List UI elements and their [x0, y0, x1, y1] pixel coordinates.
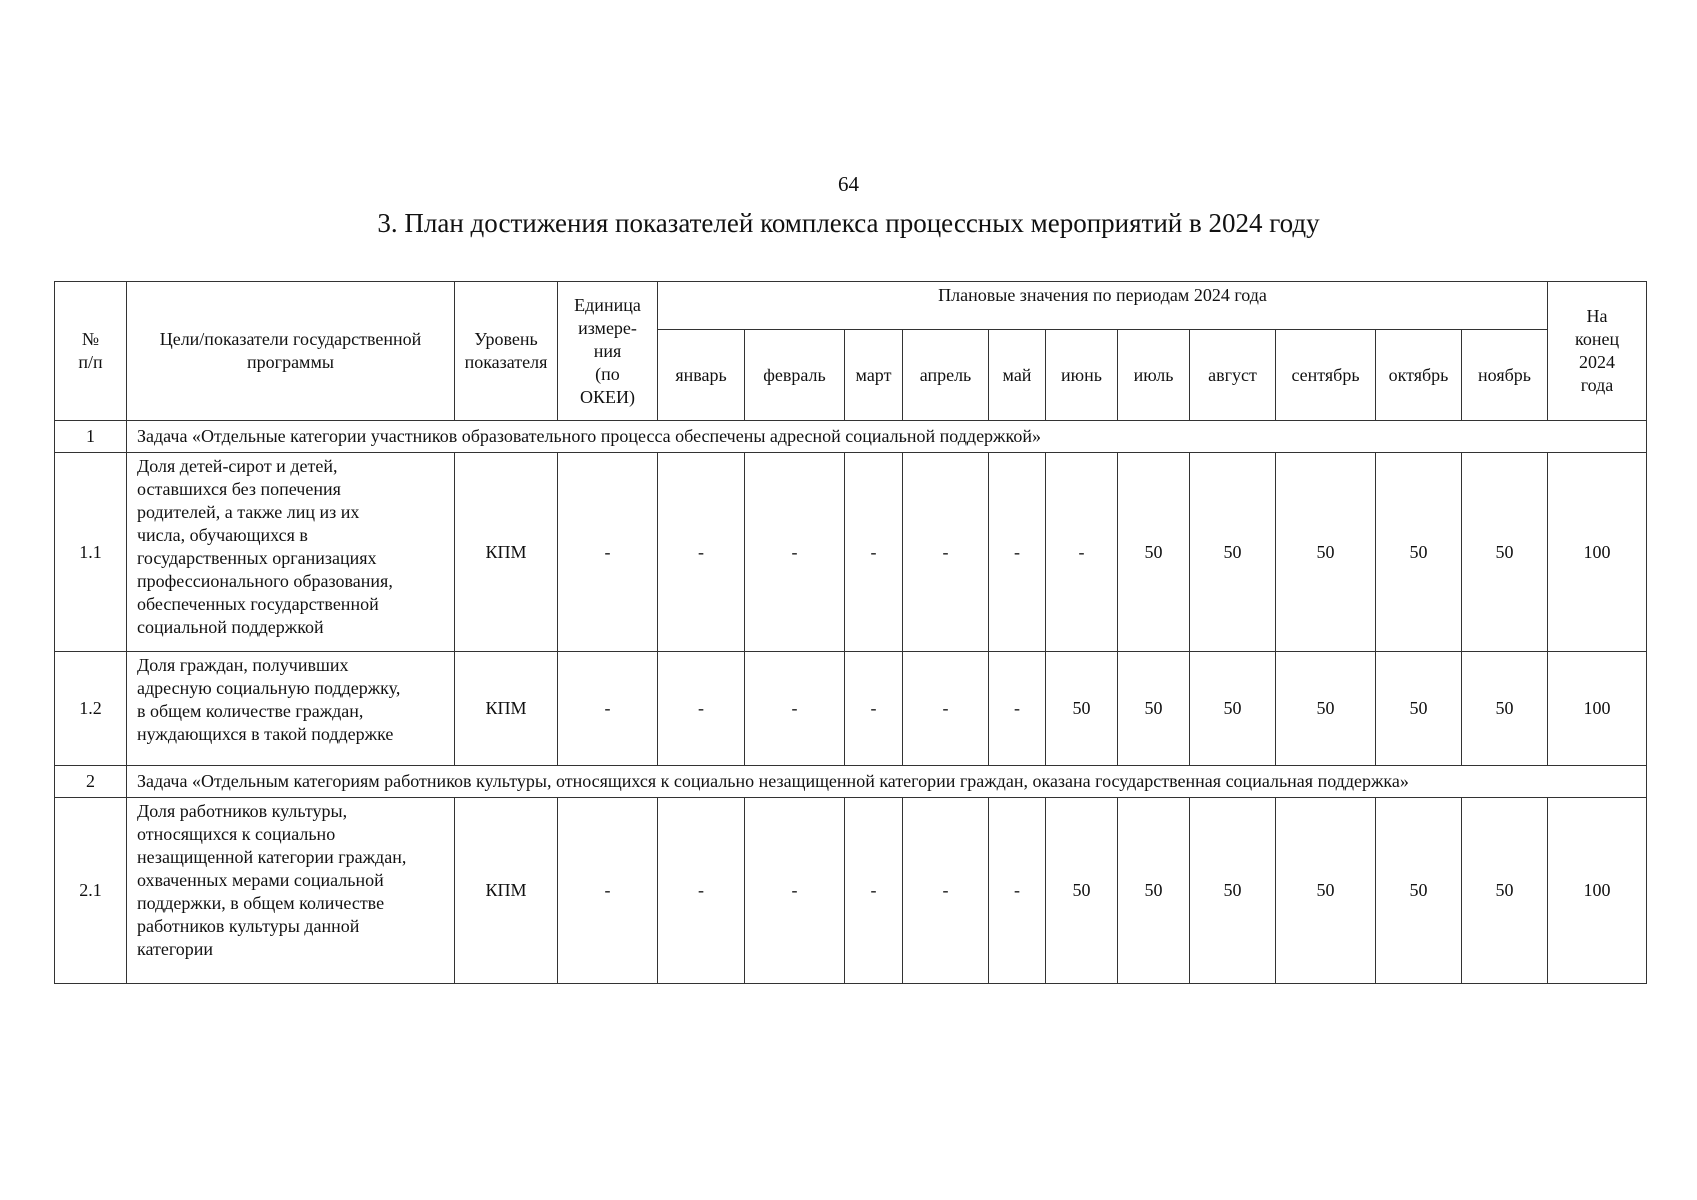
- indicator-value: -: [745, 652, 845, 766]
- task-number: 1: [55, 421, 127, 453]
- header-month: февраль: [745, 330, 845, 421]
- indicator-level: КПМ: [455, 652, 558, 766]
- indicator-value: 50: [1118, 652, 1190, 766]
- header-month: ноябрь: [1462, 330, 1548, 421]
- indicator-value: 50: [1376, 652, 1462, 766]
- indicator-value: 50: [1276, 652, 1376, 766]
- indicator-row: [55, 453, 1647, 652]
- indicator-value: -: [845, 652, 903, 766]
- header-month: апрель: [903, 330, 989, 421]
- header-month: март: [845, 330, 903, 421]
- indicator-value: 50: [1046, 652, 1118, 766]
- indicator-value: 50: [1118, 798, 1190, 984]
- indicator-value: 50: [1462, 798, 1548, 984]
- indicator-value: 50: [1376, 453, 1462, 652]
- indicator-unit: -: [558, 652, 658, 766]
- task-title: Задача «Отдельным категориям работников культуры, относящихся к социально незащищенной категории граждан, оказана государственная социальная поддержка»: [127, 766, 1647, 798]
- header-level: Уровень показателя: [455, 282, 558, 421]
- indicator-end-year: 100: [1548, 652, 1647, 766]
- indicator-value: -: [658, 453, 745, 652]
- indicator-number: 1.1: [55, 453, 127, 652]
- indicator-value: -: [903, 798, 989, 984]
- indicator-value: 50: [1118, 453, 1190, 652]
- indicator-description: Доля граждан, получивших адресную социальную поддержку, в общем количестве граждан, нуждающихся в такой поддержке: [127, 652, 455, 766]
- indicator-unit: -: [558, 798, 658, 984]
- header-end-of-year: На конец 2024 года: [1548, 282, 1647, 421]
- document-title: 3. План достижения показателей комплекса процессных мероприятий в 2024 году: [377, 208, 1320, 238]
- indicator-value: -: [989, 652, 1046, 766]
- task-row: [55, 766, 1647, 798]
- header-month: октябрь: [1376, 330, 1462, 421]
- indicator-end-year: 100: [1548, 798, 1647, 984]
- indicator-value: -: [745, 453, 845, 652]
- indicator-value: 50: [1462, 453, 1548, 652]
- indicator-end-year: 100: [1548, 453, 1647, 652]
- indicator-level: КПМ: [455, 453, 558, 652]
- header-unit: Единица измере- ния (по ОКЕИ): [558, 282, 658, 421]
- indicator-value: 50: [1462, 652, 1548, 766]
- header-month: май: [989, 330, 1046, 421]
- header-goals: Цели/показатели государственной программы: [127, 282, 455, 421]
- indicator-value: 50: [1190, 453, 1276, 652]
- header-plan-group: Плановые значения по периодам 2024 года: [658, 282, 1548, 330]
- header-row-top: [55, 282, 1647, 330]
- header-month: июнь: [1046, 330, 1118, 421]
- indicator-value: 50: [1046, 798, 1118, 984]
- indicator-value: -: [903, 453, 989, 652]
- indicator-value: 50: [1190, 652, 1276, 766]
- indicator-value: 50: [1276, 798, 1376, 984]
- indicator-value: -: [658, 652, 745, 766]
- header-month: январь: [658, 330, 745, 421]
- indicator-value: 50: [1376, 798, 1462, 984]
- indicator-value: -: [845, 453, 903, 652]
- header-number: № п/п: [55, 282, 127, 421]
- indicator-value: -: [989, 453, 1046, 652]
- indicator-value: 50: [1190, 798, 1276, 984]
- header-month: июль: [1118, 330, 1190, 421]
- indicator-row: [55, 798, 1647, 984]
- header-month: сентябрь: [1276, 330, 1376, 421]
- indicator-row: [55, 652, 1647, 766]
- task-row: [55, 421, 1647, 453]
- indicator-unit: -: [558, 453, 658, 652]
- indicator-number: 2.1: [55, 798, 127, 984]
- indicator-value: -: [1046, 453, 1118, 652]
- indicator-description: Доля работников культуры, относящихся к социально незащищенной категории граждан, охваченных мерами социальной поддержки, в общем количестве работников культуры данной категории: [127, 798, 455, 984]
- indicators-plan-table: [54, 281, 1647, 984]
- indicator-value: 50: [1276, 453, 1376, 652]
- indicator-value: -: [989, 798, 1046, 984]
- page-number: 64: [838, 172, 859, 196]
- indicator-value: -: [903, 652, 989, 766]
- indicator-value: -: [658, 798, 745, 984]
- indicator-value: -: [845, 798, 903, 984]
- indicator-number: 1.2: [55, 652, 127, 766]
- task-number: 2: [55, 766, 127, 798]
- header-month: август: [1190, 330, 1276, 421]
- indicator-value: -: [745, 798, 845, 984]
- indicator-description: Доля детей-сирот и детей, оставшихся без попечения родителей, а также лиц из их числа, обучающихся в государственных организациях профессионального образования, обеспеченных государственной социальной поддержкой: [127, 453, 455, 652]
- task-title: Задача «Отдельные категории участников образовательного процесса обеспечены адресной социальной поддержкой»: [127, 421, 1647, 453]
- indicator-level: КПМ: [455, 798, 558, 984]
